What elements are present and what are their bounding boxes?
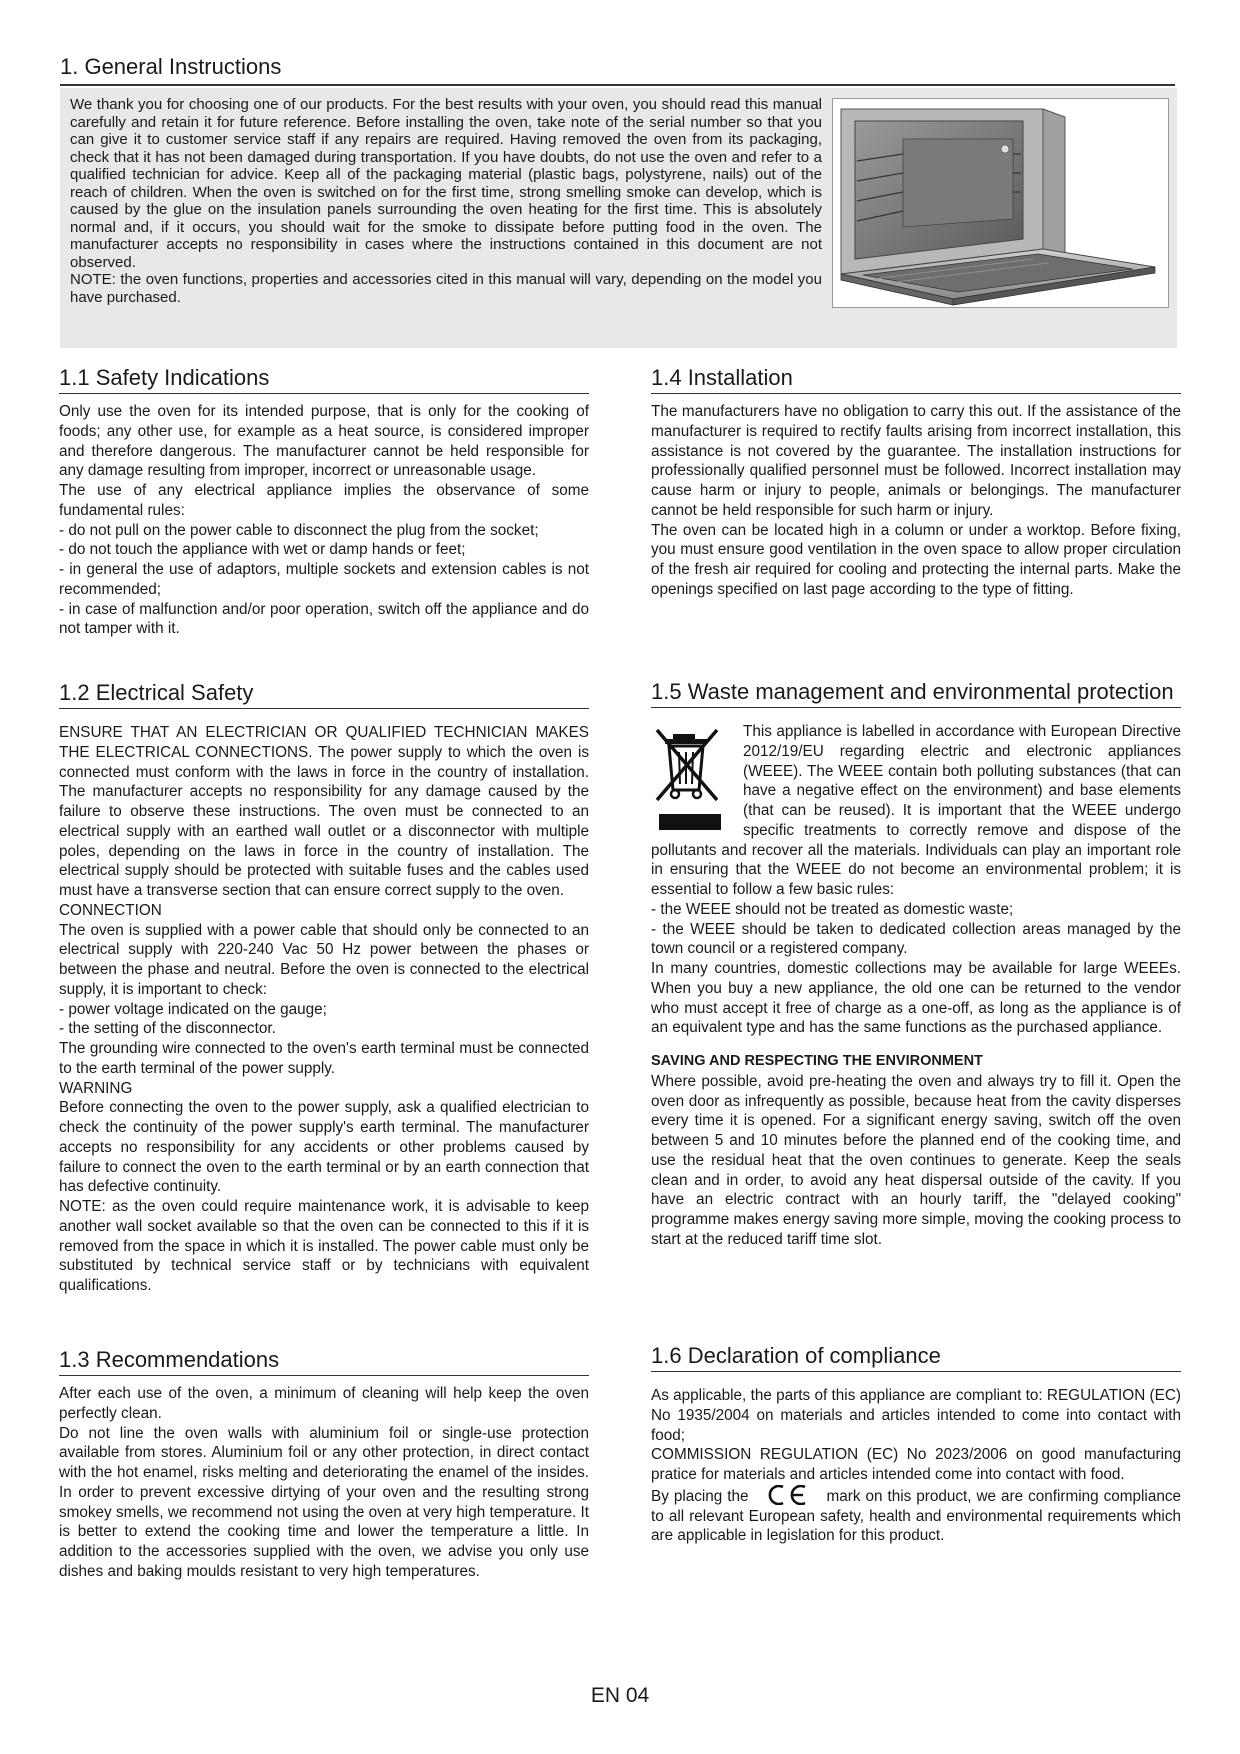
electrical-paragraph: The grounding wire connected to the oven's earth terminal must be connected to the earth terminal of the power supply.: [59, 1040, 589, 1077]
general-instructions-title: 1. General Instructions: [60, 52, 1175, 86]
waste-paragraph: In many countries, domestic collections may be available for large WEEEs. When you buy a new appliance, the old one can be returned to the vendor who must accept it free of charge as a one-off, as long as the appliance is of an equivalent type and has the same functions as the purchased appliance.: [651, 960, 1181, 1037]
general-instructions-text: [70, 96, 822, 306]
installation-text: [651, 402, 1181, 600]
recommendations-paragraph: Do not line the oven walls with aluminium foil or single-use protection available from stores. Aluminium foil or any other protection, in direct contact with the hot enamel, risks melting and deteriorating the enamel of the insides. In order to prevent excessive dirtying of your oven and the resulting strong smokey smells, we recommend not using the oven at very high temperature. It is better to extend the cooking time and lower the temperature a little. In addition to the accessories supplied with the oven, we advise you only use dishes and baking moulds resistant to very high temperatures.: [59, 1424, 589, 1580]
electrical-paragraph: The oven is supplied with a power cable that should only be connected to an electrical supply with 220-240 Vac 50 Hz power between the phases or between the phase and neutral. Before the oven is connected to the electrical supply, it is important to check:: [59, 921, 589, 998]
waste-title: 1.5 Waste management and environmental protection: [651, 678, 1181, 708]
recommendations-title: 1.3 Recommendations: [59, 1346, 589, 1376]
electrical-subheading: CONNECTION: [59, 901, 162, 919]
safety-rule: - in case of malfunction and/or poor operation, switch off the appliance and do not tamper with it.: [59, 600, 589, 638]
general-instructions-box: [60, 88, 1177, 348]
waste-paragraph: This appliance is labelled in accordance with European Directive 2012/19/EU regarding electric and electronic appliances (WEEE). The WEEE contain both polluting substances (that can have a negative effect on the environment) and base elements (that can be reused). It is important that the WEEE undergo specific treatments to correctly remove and dispose of the pollutants and recover all the materials. Individuals can play an important role in ensuring that the WEEE do not become an environmental problem; it is essential to follow a few basic rules:: [651, 723, 1181, 898]
safety-text: [59, 402, 589, 639]
section-electrical: [59, 679, 589, 1296]
section-waste: [651, 678, 1189, 1250]
ce-before-text: By placing the: [651, 1487, 749, 1505]
electrical-note: NOTE: as the oven could require maintenance work, it is advisable to keep another wall socket available so that the oven can be connected to this if it is removed from the space in which it is installed. The power cable must only be substituted by technical service staff or by technicians with equivalent qualifications.: [59, 1198, 589, 1294]
page-number: EN 04: [590, 1684, 650, 1707]
safety-title: 1.1 Safety Indications: [59, 364, 589, 394]
electrical-title: 1.2 Electrical Safety: [59, 679, 589, 709]
intro-note: NOTE: the oven functions, properties and accessories cited in this manual will vary, depending on the model you have purchased.: [70, 271, 822, 306]
electrical-check: - power voltage indicated on the gauge;: [59, 1000, 327, 1018]
compliance-text: [651, 1386, 1181, 1546]
saving-title: SAVING AND RESPECTING THE ENVIRONMENT: [651, 1053, 983, 1069]
section-compliance: [651, 1342, 1181, 1546]
safety-paragraph: The use of any electrical appliance implies the observance of some fundamental rules:: [59, 482, 589, 519]
recommendations-paragraph: After each use of the oven, a minimum of cleaning will help keep the oven perfectly clean.: [59, 1385, 589, 1422]
installation-paragraph: The oven can be located high in a column or under a worktop. Before fixing, you must ensure good ventilation in the oven space to allow proper circulation of the fresh air required for cooling and protecting the internal parts. Make the openings specified on last page according to the type of fitting.: [651, 521, 1181, 598]
electrical-text: [59, 723, 589, 1296]
intro-paragraph: We thank you for choosing one of our products. For the best results with your oven, you should read this manual carefully and retain it for future reference. Before installing the oven, take note of the serial number so that you can give it to customer service staff if any repairs are required. Having removed the oven from its packaging, check that it has not been damaged during transportation. If you have doubts, do not use the oven and refer to a qualified technician for advice. Keep all of the packaging material (plastic bags, polystyrene, nails) out of the reach of children. When the oven is switched on for the first time, strong smelling smoke can develop, which is caused by the glue on the insulation panels surrounding the oven heating for the first time. This is absolutely normal and, if it occurs, you should wait for the smoke to dissipate before putting food in the oven. The manufacturer accepts no responsibility in cases where the instructions contained in this document are not observed.: [70, 96, 822, 271]
compliance-ce-paragraph: [651, 1485, 1181, 1546]
compliance-paragraph: As applicable, the parts of this appliance are compliant to: REGULATION (EC) No 1935/2004 on materials and articles intended to come into contact with food;: [651, 1387, 1181, 1444]
safety-rule: - in general the use of adaptors, multiple sockets and extension cables is not recommended;: [59, 561, 589, 598]
section-installation: [651, 364, 1181, 600]
saving-paragraph: Where possible, avoid pre-heating the oven and always try to fill it. Open the oven door as infrequently as possible, because heat from the cavity disperses every time it is opened. For a significant energy saving, switch off the oven between 5 and 10 minutes before the planned end of the cooking time, and use the residual heat that the oven continues to generate. Keep the seals clean and in order, to avoid any heat dispersal outside of the cavity. If you have an electric contract with an hourly tariff, the "delayed cooking" programme makes energy saving more simple, moving the cooking process to start at the reduced tariff time slot.: [651, 1072, 1181, 1248]
electrical-paragraph: Before connecting the oven to the power supply, ask a qualified electrician to check the continuity of the power supply's earth terminal. The manufacturer accepts no responsibility for any accidents or other problems caused by failure to connect the oven to the earth terminal or by an earth connection that has defective continuity.: [59, 1099, 589, 1196]
safety-rule: - do not touch the appliance with wet or damp hands or feet;: [59, 541, 466, 559]
waste-rule: - the WEEE should not be treated as domestic waste;: [651, 900, 1014, 918]
waste-rule: - the WEEE should be taken to dedicated collection areas managed by the town council or a registered company.: [651, 920, 1181, 958]
installation-paragraph: The manufacturers have no obligation to carry this out. If the assistance of the manufacturer is required to rectify faults arising from incorrect installation, this assistance is not covered by the guarantee. The installation instructions for professionally qualified personnel must be followed. Incorrect installation may cause harm or injury to people, animals or belongings. The manufacturer cannot be held responsible for such harm or injury.: [651, 403, 1181, 519]
crossed-bin-icon: [651, 724, 729, 834]
safety-paragraph: Only use the oven for its intended purpose, that is only for the cooking of foods; any other use, for example as a heat source, is considered improper and therefore dangerous. The manufacturer cannot be held responsible for any damage resulting from improper, incorrect or unreasonable usage.: [59, 403, 589, 480]
ce-after-text: mark on this product, we are confirming compliance to all relevant European safety, health and environmental requirements which are applicable in legislation for this product.: [651, 1487, 1181, 1545]
oven-open-door-icon: [833, 99, 1168, 307]
installation-title: 1.4 Installation: [651, 364, 1181, 394]
electrical-subheading: WARNING: [59, 1079, 133, 1097]
electrical-paragraph: ENSURE THAT AN ELECTRICIAN OR QUALIFIED TECHNICIAN MAKES THE ELECTRICAL CONNECTIONS. The power supply to which the oven is connected must conform with the laws in force in the country of installation. The manufacturer accepts no responsibility for any damage caused by the failure to observe these instructions. The oven must be connected to an electrical supply with an earthed wall outlet or a disconnector with multiple poles, depending on the laws in force in the country of installation. The electrical supply should be protected with suitable fuses and the cables used must have a transverse section that can ensure correct supply to the oven.: [59, 724, 589, 899]
compliance-title: 1.6 Declaration of compliance: [651, 1342, 1181, 1372]
section-recommendations: [59, 1346, 589, 1582]
waste-text: [651, 722, 1181, 1250]
safety-rule: - do not pull on the power cable to disconnect the plug from the socket;: [59, 521, 539, 539]
ce-mark-icon: [765, 1485, 809, 1505]
oven-illustration: [832, 98, 1169, 308]
section-safety: [59, 364, 589, 639]
compliance-paragraph: COMMISSION REGULATION (EC) No 2023/2006 on good manufacturing pratice for materials and articles intended come into contact with food.: [651, 1446, 1181, 1483]
electrical-check: - the setting of the disconnector.: [59, 1020, 276, 1038]
recommendations-text: [59, 1384, 589, 1582]
